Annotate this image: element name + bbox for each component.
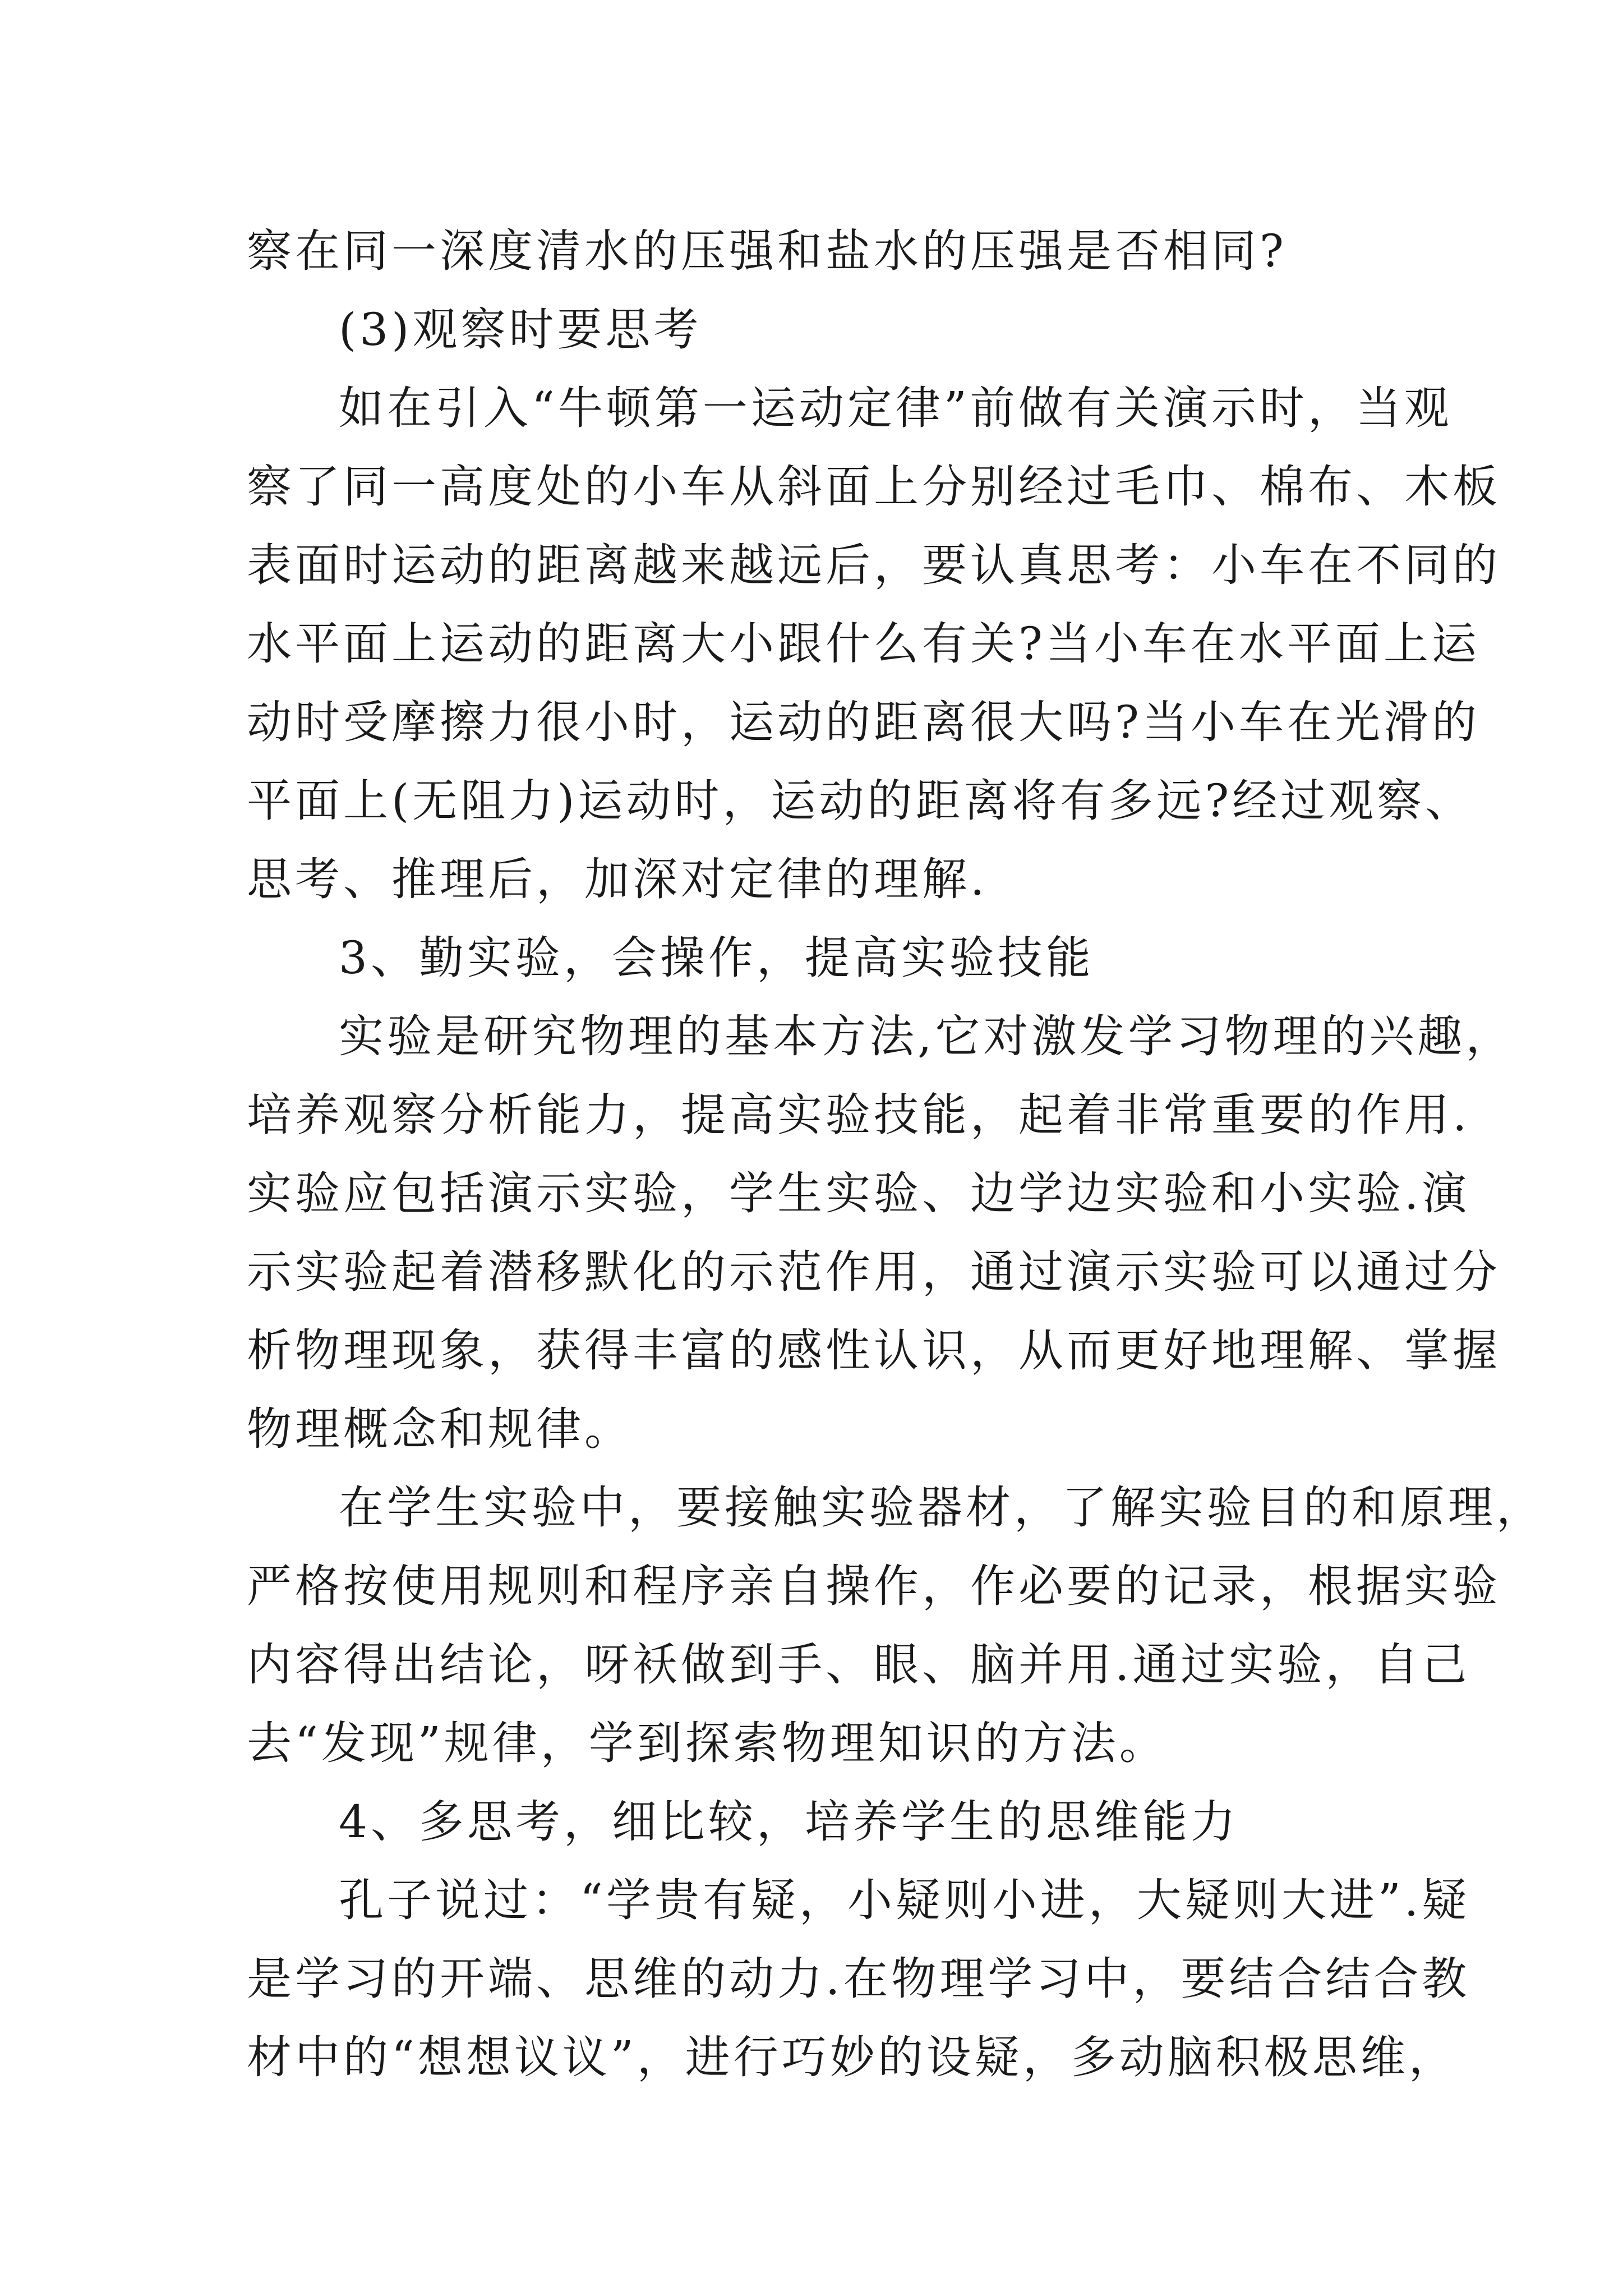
- text-line-17: 在学生实验中，要接触实验器材，了解实验目的和原理，: [339, 1481, 1544, 1534]
- text-line-7: 动时受摩擦力很小时，运动的距离很大吗?当小车在光滑的: [247, 696, 1480, 748]
- section-heading-4: 4、多思考，细比较，培养学生的思维能力: [339, 1796, 1239, 1848]
- text-line-6: 水平面上运动的距离大小跟什么有关?当小车在水平面上运: [247, 618, 1480, 670]
- text-line-11: 实验是研究物理的基本方法,它对激发学习物理的兴趣，: [339, 1010, 1514, 1062]
- text-line-13: 实验应包括演示实验，学生实验、边学边实验和小实验.演: [247, 1167, 1470, 1220]
- text-line-22: 孔子说过：“学贵有疑，小疑则小进，大疑则大进”.疑: [339, 1874, 1470, 1926]
- text-line-5: 表面时运动的距离越来越远后，要认真思考：小车在不同的: [247, 539, 1501, 591]
- text-line-20: 去“发现”规律，学到探索物理知识的方法。: [247, 1717, 1168, 1769]
- text-line-3: 如在引入“牛顿第一运动定律”前做有关演示时，当观: [339, 382, 1453, 434]
- text-line-14: 示实验起着潜移默化的示范作用，通过演示实验可以通过分: [247, 1246, 1501, 1298]
- document-body: [247, 212, 1544, 2097]
- text-line-4: 察了同一高度处的小车从斜面上分别经过毛巾、棉布、木板: [247, 461, 1501, 513]
- section-heading-3: 3、勤实验，会操作，提高实验技能: [339, 932, 1094, 984]
- text-line-1: 察在同一深度清水的压强和盐水的压强是否相同?: [247, 225, 1287, 277]
- text-line-19: 内容得出结论，呀袄做到手、眼、脑并用.通过实验，自己: [247, 1639, 1470, 1691]
- text-line-12: 培养观察分析能力，提高实验技能，起着非常重要的作用.: [247, 1089, 1470, 1141]
- text-line-24: 材中的“想想议议”，进行巧妙的设疑，多动脑积极思维，: [247, 2031, 1457, 2083]
- text-line-8: 平面上(无阻力)运动时，运动的距离将有多远?经过观察、: [247, 775, 1474, 827]
- text-line-9: 思考、推理后，加深对定律的理解.: [247, 853, 988, 905]
- text-line-18: 严格按使用规则和程序亲自操作，作必要的记录，根据实验: [247, 1560, 1501, 1612]
- text-line-2: (3)观察时要思考: [339, 303, 702, 356]
- text-line-16: 物理概念和规律。: [247, 1403, 633, 1455]
- text-line-23: 是学习的开端、思维的动力.在物理学习中，要结合结合教: [247, 1953, 1470, 2005]
- text-line-15: 析物理现象，获得丰富的感性认识，从而更好地理解、掌握: [247, 1324, 1501, 1377]
